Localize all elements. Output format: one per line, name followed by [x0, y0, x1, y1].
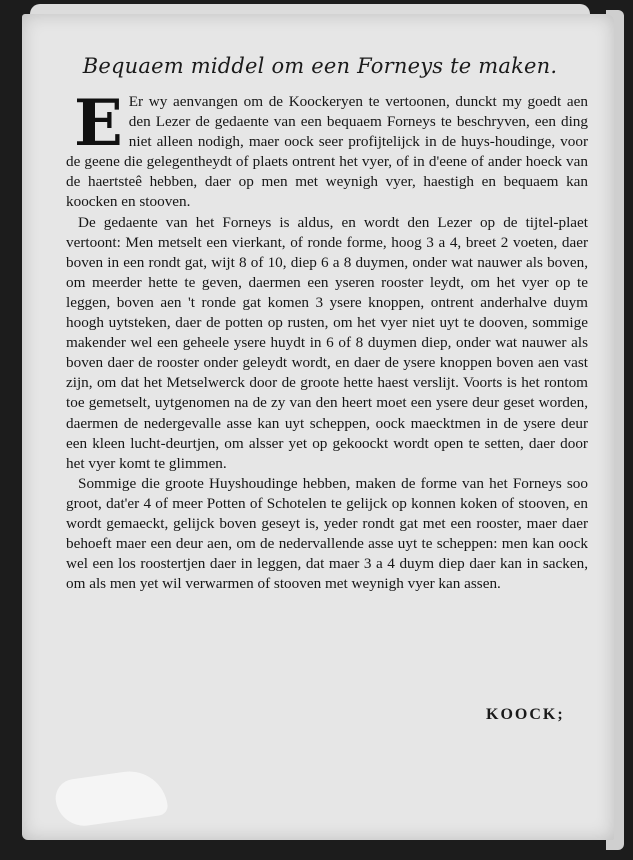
paragraph-3: Sommige die groote Huyshoudinge hebben, maken de forme van het Forneys soo groot, dat'er 4 of meer Potten of Schotelen te gelijck op konnen koken of stooven, en wordt gemaeckt, gelijck boven geseyt is, yeder rondt gat met een rooster, maer daer behoeft maer een deur aen, om de nedervallende asse uyt te scheppen: men kan oock wel een los roostertjen daer in leggen, dat maer 3 a 4 duym diep daer kan in sacken, om als men yet wil verwarmen of stooven met weynigh vyer kan assen. — [66, 474, 588, 593]
paper-damage-patch — [53, 767, 169, 830]
catchword: KOOCK; — [486, 706, 565, 723]
paragraph-1-text: Er wy aenvangen om de Koockeryen te vertoonen, dunckt my goedt aen den Lezer de gedaente van een bequaem Forneys te beschryven, een ding niet alleen nodigh, maer oock seer profijtelijck in de huys-houdinge, voor de geene die gelegentheydt of plaets ontrent het vyer, of in d'eene of ander hoeck van de haertsteê hebben, daer op men met weynigh vyer, haestigh en bequaem kan koocken en stooven. — [66, 93, 588, 211]
paragraph-2: De gedaente van het Forneys is aldus, en wordt den Lezer op de tijtel-plaet vertoont: Men metselt een vierkant, of ronde forme, hoog 3 a 4, breet 2 voeten, daer boven in een rondt gat, wijt 8 of 10, diep 6 a 8 duymen, onder wat nauwer als boven, om meerder hette te geven, daermen een yseren rooster leydt, om het vyer op te leggen, boven aen 't ronde gat komen 3 ysere knoppen, ontrent anderhalve duym hoogh uytsteken, daer de potten op rusten, om het vyer niet uyt te dooven, sommige makender wel een geheele ysere huydt in 6 of 8 duymen diep, onder wat nauwer als boven daer de rooster onder geleydt wordt, en daer de ysere knoppen boven aen vast zijn, om dat het Metselwerck door de groote hette haest verslijt. Voorts is het rontom toe gemetselt, uytgenomen na de zy van den heert moet een ysere deur geset worden, daermen de nedergevalle asse kan uyt scheppen, oock maecktmen in de ysere deur een kleen lucht-deurtjen, om alsser yet op gekoockt wordt open te setten, daer door het vyer komt te glimmen. — [66, 213, 588, 472]
paragraph-1 — [66, 86, 588, 213]
drop-cap-initial: E — [74, 86, 123, 161]
document-body — [66, 86, 588, 594]
page-title: Bequaem middel om een Forneys te maken. — [82, 54, 558, 78]
